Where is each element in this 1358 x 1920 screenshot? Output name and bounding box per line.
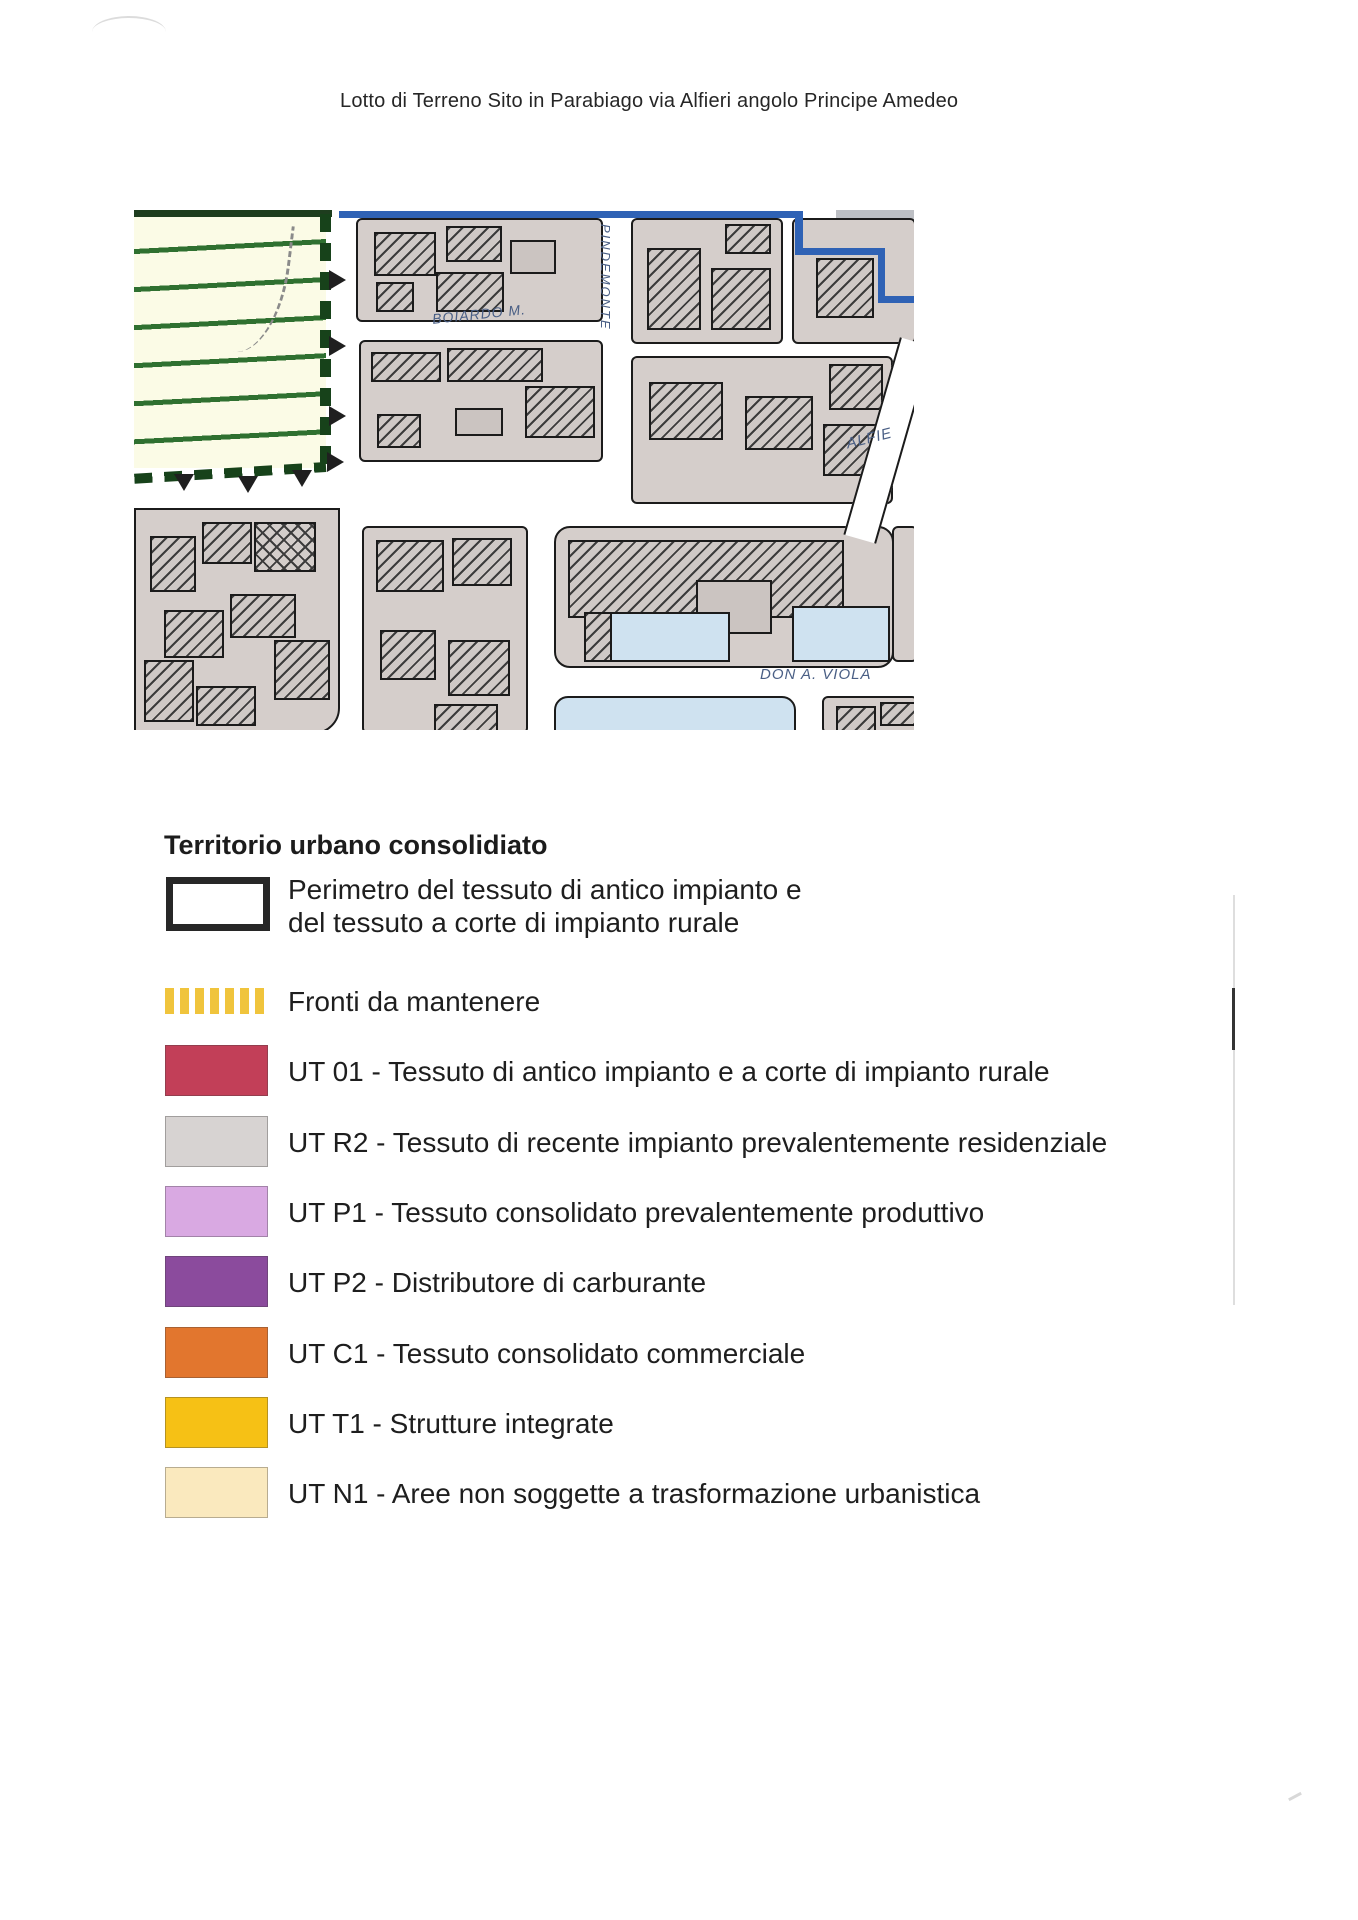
building-hatched <box>584 612 612 662</box>
building-hatched <box>829 364 883 410</box>
building-crosshatched <box>254 522 316 572</box>
building-hatched <box>377 414 421 448</box>
scan-artifact-line-faint <box>1233 895 1235 1305</box>
fronti-dash-icon <box>180 988 189 1014</box>
page-title: Lotto di Terreno Sito in Parabiago via Alfieri angolo Principe Amedeo <box>340 90 959 112</box>
perimeter-triangle-icon <box>292 470 312 487</box>
legend-heading: Territorio urbano consolidiato <box>164 830 548 860</box>
city-block <box>631 356 893 504</box>
service-area-lightblue <box>606 612 730 662</box>
fronti-dash-icon <box>195 988 204 1014</box>
city-block <box>362 526 528 730</box>
street-label-alfieri: ALFIE <box>844 424 895 453</box>
city-block <box>822 696 914 730</box>
building-hatched <box>725 224 771 254</box>
building-hatched <box>371 352 441 382</box>
legend-perimeter-swatch <box>166 877 270 931</box>
building-hatched <box>880 702 914 726</box>
building-hatched <box>164 610 224 658</box>
legend-perimeter-label-line1: Perimetro del tessuto di antico impianto e <box>288 874 802 905</box>
fronti-dash-icon <box>240 988 249 1014</box>
fronti-dash-icon <box>255 988 264 1014</box>
boundary-blue-line <box>878 248 885 302</box>
building-hatched <box>274 640 330 700</box>
legend-perimeter-label-line2: del tessuto a corte di impianto rurale <box>288 907 740 938</box>
perimeter-triangle-icon <box>174 474 194 491</box>
legend-label-ut-r2: UT R2 - Tessuto di recente impianto prevalentemente residenziale <box>288 1127 1108 1158</box>
city-block <box>792 218 914 344</box>
service-area-lightblue <box>554 696 796 730</box>
building-hatched <box>448 640 510 696</box>
boundary-blue-line <box>878 296 914 303</box>
building-hatched <box>446 226 502 262</box>
legend-label-ut-01: UT 01 - Tessuto di antico impianto e a corte di impianto rurale <box>288 1056 1050 1087</box>
street-label-don-viola: DON A. VIOLA <box>760 666 872 683</box>
boundary-blue-line <box>795 248 885 255</box>
perimeter-triangle-icon <box>327 452 344 472</box>
boundary-blue-line <box>339 211 801 218</box>
scan-artifact-dash <box>1288 1792 1302 1801</box>
legend-label-ut-p1: UT P1 - Tessuto consolidato prevalentemente produttivo <box>288 1197 985 1228</box>
building-hatched <box>376 540 444 592</box>
street-label-boiardo: BOIARDO M. <box>431 301 527 327</box>
perimeter-triangle-icon <box>329 336 346 356</box>
building-hatched <box>150 536 196 592</box>
old-town-block <box>134 508 340 730</box>
legend-fronti-swatch <box>165 988 275 1014</box>
street-label-pindemonte: PINDEMONTE <box>598 224 613 331</box>
building-hatched <box>380 630 436 680</box>
city-block <box>631 218 783 344</box>
city-block <box>359 340 603 462</box>
building-hatched <box>434 704 498 730</box>
building-hatched <box>196 686 256 726</box>
building-hatched <box>816 258 874 318</box>
legend-swatch-ut-p1 <box>165 1186 268 1237</box>
legend-swatch-ut-n1 <box>165 1467 268 1518</box>
legend-swatch-ut-01 <box>165 1045 268 1096</box>
scan-artifact-line-dark <box>1232 988 1235 1050</box>
building-hatched <box>649 382 723 440</box>
building <box>510 240 556 274</box>
building-hatched <box>711 268 771 330</box>
central-block <box>554 526 894 668</box>
legend-label-ut-t1: UT T1 - Strutture integrate <box>288 1408 614 1439</box>
building-hatched <box>376 282 414 312</box>
building-hatched <box>525 386 595 438</box>
building-hatched <box>452 538 512 586</box>
building-hatched <box>836 706 876 730</box>
legend-label-ut-p2: UT P2 - Distributore di carburante <box>288 1267 707 1298</box>
legend-swatch-ut-p2 <box>165 1256 268 1307</box>
building-hatched <box>447 348 543 382</box>
building <box>455 408 503 436</box>
legend-swatch-ut-r2 <box>165 1116 268 1167</box>
perimeter-triangle-icon <box>238 476 258 493</box>
building-hatched <box>647 248 701 330</box>
legend-label-ut-c1: UT C1 - Tessuto consolidato commerciale <box>288 1338 806 1369</box>
building-hatched <box>144 660 194 722</box>
legend-swatch-ut-t1 <box>165 1397 268 1448</box>
service-area-lightblue <box>792 606 890 662</box>
building-hatched <box>230 594 296 638</box>
zoning-map <box>134 210 914 730</box>
fronti-dash-icon <box>165 988 174 1014</box>
field-top-border <box>134 210 332 217</box>
perimeter-triangle-icon <box>329 270 346 290</box>
fronti-dash-icon <box>210 988 219 1014</box>
fronti-dash-icon <box>225 988 234 1014</box>
building-hatched <box>745 396 813 450</box>
building-hatched <box>374 232 436 276</box>
city-block <box>892 526 914 662</box>
legend-swatch-ut-c1 <box>165 1327 268 1378</box>
building-hatched <box>202 522 252 564</box>
scan-artifact-corner <box>92 16 166 48</box>
perimeter-triangle-icon <box>329 406 346 426</box>
legend-label-ut-n1: UT N1 - Aree non soggette a trasformazione urbanistica <box>288 1478 981 1509</box>
legend-fronti-label: Fronti da mantenere <box>288 986 541 1017</box>
